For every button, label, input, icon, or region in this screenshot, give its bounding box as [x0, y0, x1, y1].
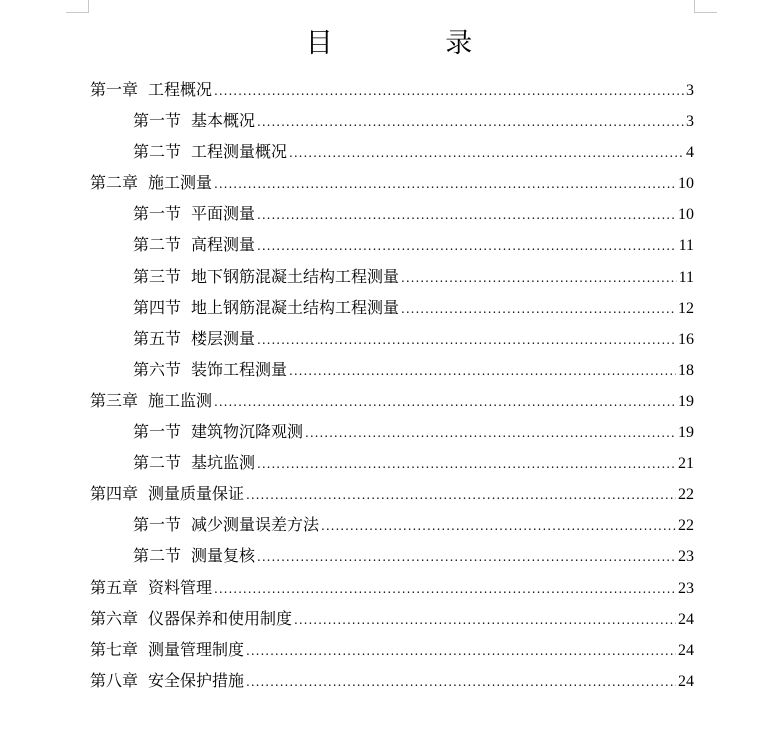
toc-chapter-entry[interactable] — [90, 634, 694, 665]
toc-entry-title: 地下钢筋混凝土结构工程测量 — [191, 266, 400, 286]
toc-leader-dots — [246, 480, 676, 511]
toc-entry-title: 工程测量概况 — [191, 142, 288, 162]
toc-entry-page: 22 — [678, 486, 694, 504]
toc-entry-title: 平面测量 — [191, 204, 256, 224]
toc-entry-number: 第二节 — [133, 453, 182, 473]
toc-section-entry[interactable] — [90, 509, 694, 540]
toc-entry-page: 18 — [678, 361, 694, 379]
toc-entry-number: 第六节 — [133, 359, 182, 379]
toc-entry-title: 基本概况 — [191, 111, 256, 131]
toc-entry-number: 第二节 — [133, 235, 182, 255]
toc-entry-number: 第五章 — [90, 577, 139, 597]
toc-entry-number: 第七章 — [90, 639, 139, 659]
toc-entry-number: 第二章 — [90, 173, 139, 193]
toc-title: 目 录 — [305, 28, 525, 59]
toc-entry-title: 施工监测 — [148, 390, 213, 410]
toc-entry-title: 建筑物沉降观测 — [191, 422, 304, 442]
toc-entry-number: 第一节 — [133, 204, 182, 224]
toc-leader-dots — [257, 231, 677, 262]
toc-entry-title: 仪器保养和使用制度 — [148, 608, 293, 628]
toc-entry-page: 21 — [678, 455, 694, 473]
toc-section-entry[interactable] — [90, 261, 694, 292]
toc-chapter-entry[interactable] — [90, 665, 694, 696]
toc-entry-number: 第一章 — [90, 80, 139, 99]
toc-leader-dots — [294, 605, 676, 636]
toc-entry-number: 第二节 — [133, 546, 182, 566]
toc-entry-number: 第一节 — [133, 422, 182, 442]
toc-entry-page: 10 — [678, 175, 694, 193]
toc-entry-page: 22 — [678, 517, 694, 535]
toc-section-entry[interactable] — [90, 540, 694, 571]
toc-entry-page: 24 — [678, 610, 694, 628]
toc-entry-title: 基坑监测 — [191, 453, 256, 473]
toc-entry-number: 第三节 — [133, 266, 182, 286]
toc-leader-dots — [289, 138, 684, 169]
toc-entry-page: 16 — [678, 330, 694, 348]
toc-entry-page: 19 — [678, 424, 694, 442]
toc-entry-page: 24 — [678, 641, 694, 659]
toc-leader-dots — [401, 294, 676, 325]
toc-leader-dots — [246, 636, 676, 667]
toc-section-entry[interactable] — [90, 354, 694, 385]
toc-leader-dots — [246, 667, 676, 698]
toc-section-entry[interactable] — [90, 105, 694, 136]
toc-leader-dots — [401, 263, 677, 294]
toc-leader-dots — [321, 511, 676, 542]
toc-leader-dots — [214, 169, 676, 200]
toc-entry-page: 11 — [678, 268, 694, 286]
toc-section-entry[interactable] — [90, 323, 694, 354]
toc-leader-dots — [257, 107, 684, 138]
toc-entry-title: 安全保护措施 — [148, 670, 245, 690]
toc-entry-title: 减少测量误差方法 — [191, 515, 320, 535]
toc-section-entry[interactable] — [90, 198, 694, 229]
toc-section-entry[interactable] — [90, 136, 694, 167]
toc-entry-title: 装饰工程测量 — [191, 359, 288, 379]
toc-entry-number: 第四节 — [133, 297, 182, 317]
toc-entry-title: 测量质量保证 — [148, 484, 245, 504]
toc-entry-page: 24 — [678, 672, 694, 690]
toc-leader-dots — [214, 574, 676, 605]
toc-chapter-entry[interactable] — [90, 478, 694, 509]
toc-entry-number: 第六章 — [90, 608, 139, 628]
toc-entry-title: 资料管理 — [148, 577, 213, 597]
toc-entry-page: 19 — [678, 392, 694, 410]
toc-entry-title: 测量管理制度 — [148, 639, 245, 659]
toc-entry-number: 第一节 — [133, 515, 182, 535]
toc-entry-title: 楼层测量 — [191, 328, 256, 348]
toc-entry-page: 4 — [686, 144, 694, 162]
toc-entry-page: 10 — [678, 206, 694, 224]
toc-entry-page: 23 — [678, 548, 694, 566]
toc-entry-number: 第五节 — [133, 328, 182, 348]
toc-section-entry[interactable] — [90, 229, 694, 260]
toc-section-entry[interactable] — [90, 292, 694, 323]
toc-entry-number: 第八章 — [90, 670, 139, 690]
toc-entry-title: 测量复核 — [191, 546, 256, 566]
toc-leader-dots — [214, 76, 684, 107]
toc-section-entry[interactable] — [90, 447, 694, 478]
toc-entry-title: 施工测量 — [148, 173, 213, 193]
toc-leader-dots — [257, 325, 676, 356]
toc-leader-dots — [289, 356, 676, 387]
toc-section-entry[interactable] — [90, 416, 694, 447]
toc-chapter-entry[interactable] — [90, 74, 694, 105]
toc-chapter-entry[interactable] — [90, 167, 694, 198]
toc-chapter-entry[interactable] — [90, 603, 694, 634]
toc-entry-number: 第四章 — [90, 484, 139, 504]
toc-entry-number: 第三章 — [90, 390, 139, 410]
toc-entry-number: 第一节 — [133, 111, 182, 131]
toc-entry-number: 第二节 — [133, 142, 182, 162]
table-of-contents — [90, 74, 694, 696]
toc-leader-dots — [305, 418, 676, 449]
toc-entry-page: 12 — [678, 299, 694, 317]
toc-leader-dots — [257, 542, 676, 573]
toc-entry-page: 3 — [686, 82, 694, 99]
toc-entry-title: 地上钢筋混凝土结构工程测量 — [191, 297, 400, 317]
toc-chapter-entry[interactable] — [90, 385, 694, 416]
toc-entry-page: 11 — [678, 237, 694, 255]
toc-leader-dots — [257, 449, 676, 480]
toc-entry-page: 23 — [678, 579, 694, 597]
toc-leader-dots — [214, 387, 676, 418]
toc-entry-title: 工程概况 — [148, 80, 213, 99]
toc-entry-page: 3 — [686, 113, 694, 131]
toc-chapter-entry[interactable] — [90, 572, 694, 603]
page-corner-mark-left — [66, 0, 89, 13]
toc-entry-title: 高程测量 — [191, 235, 256, 255]
page-corner-mark-right — [694, 0, 717, 13]
toc-leader-dots — [257, 200, 676, 231]
